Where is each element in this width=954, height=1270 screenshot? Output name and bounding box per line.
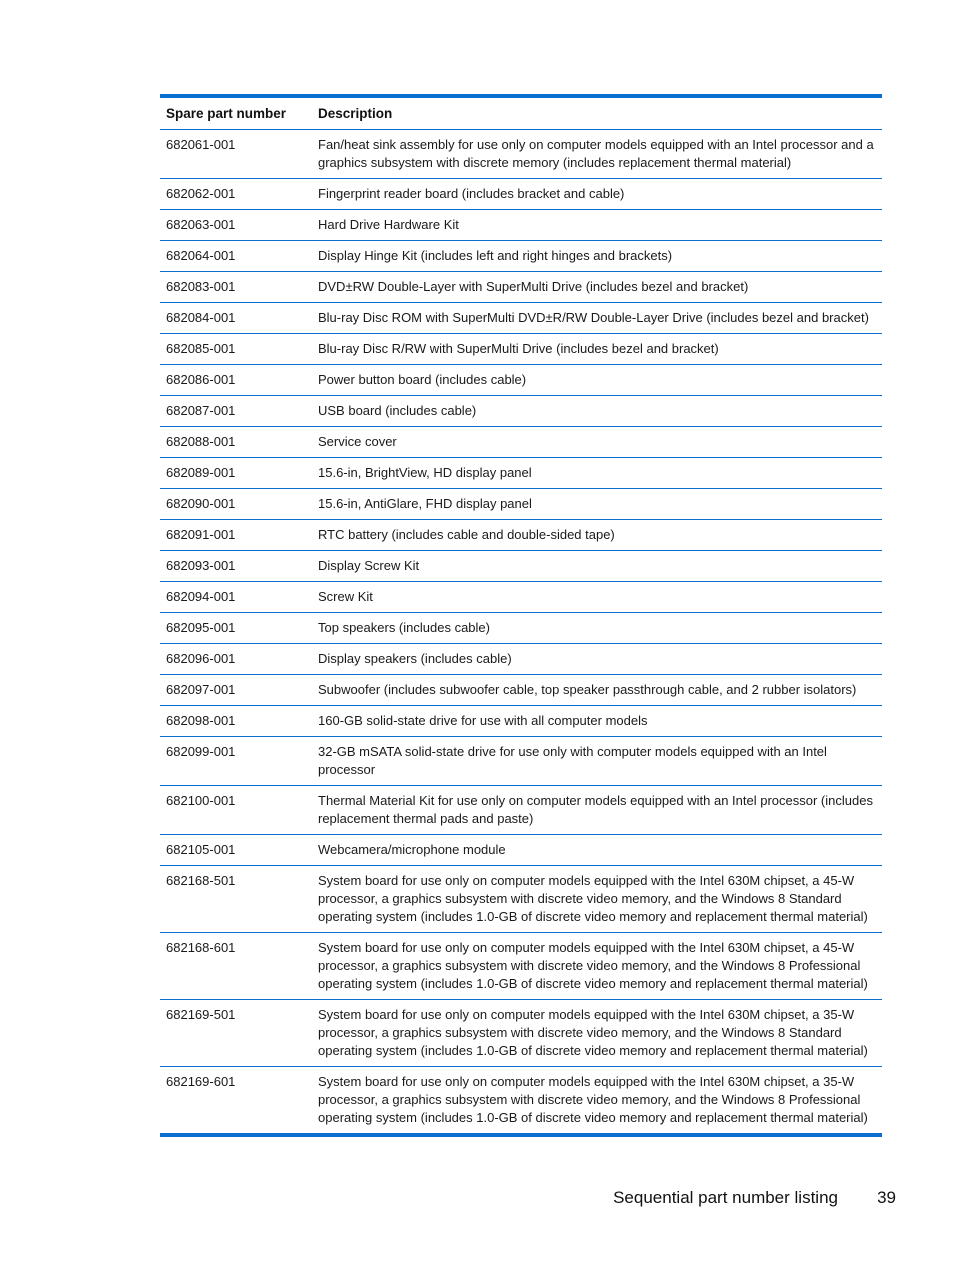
- part-number-cell: 682083-001: [160, 272, 312, 303]
- header-spare-part-number: Spare part number: [160, 98, 312, 130]
- description-cell: System board for use only on computer models equipped with the Intel 630M chipset, a 35-W processor, a graphics subsystem with discrete video memory, and the Windows 8 Standard operating system (includes 1.0-GB of discrete video memory and replacement thermal material): [312, 1000, 882, 1067]
- table-row: [160, 210, 882, 241]
- part-number-cell: 682094-001: [160, 582, 312, 613]
- part-number-cell: 682098-001: [160, 706, 312, 737]
- part-number-cell: 682086-001: [160, 365, 312, 396]
- part-number-cell: 682085-001: [160, 334, 312, 365]
- description-cell: System board for use only on computer models equipped with the Intel 630M chipset, a 35-W processor, a graphics subsystem with discrete video memory, and the Windows 8 Professional operating system (includes 1.0-GB of discrete video memory and replacement thermal material): [318, 1074, 868, 1125]
- table-row: [160, 835, 882, 866]
- table-row: [160, 866, 882, 933]
- description-cell: Blu-ray Disc ROM with SuperMulti DVD±R/RW Double-Layer Drive (includes bezel and bracket): [312, 303, 882, 334]
- description-cell: 32-GB mSATA solid-state drive for use only with computer models equipped with an Intel processor: [312, 737, 882, 786]
- table-body: [160, 130, 882, 1134]
- table-row: [160, 396, 882, 427]
- part-number-cell: 682063-001: [160, 210, 312, 241]
- table-row: [160, 551, 882, 582]
- part-number-cell: 682097-001: [160, 675, 312, 706]
- description-cell: Display speakers (includes cable): [312, 644, 882, 675]
- part-number-cell: 682168-601: [160, 933, 312, 1000]
- table-row: [160, 520, 882, 551]
- part-number-cell: 682061-001: [160, 130, 312, 179]
- description-cell: Fingerprint reader board (includes bracket and cable): [312, 179, 882, 210]
- description-cell: Top speakers (includes cable): [312, 613, 882, 644]
- header-description: Description: [312, 98, 882, 130]
- description-cell: 160-GB solid-state drive for use with all computer models: [312, 706, 882, 737]
- table-row: [160, 272, 882, 303]
- table-row: [160, 130, 882, 179]
- table-row: [160, 737, 882, 786]
- part-number-cell: 682169-501: [160, 1000, 312, 1067]
- table-row: [160, 613, 882, 644]
- part-number-cell: 682091-001: [160, 520, 312, 551]
- part-number-cell: 682100-001: [160, 786, 312, 835]
- spare-parts-table-container: [160, 94, 882, 1137]
- description-cell: Display Hinge Kit (includes left and right hinges and brackets): [312, 241, 882, 272]
- part-number-cell: 682064-001: [160, 241, 312, 272]
- description-cell: Display Screw Kit: [312, 551, 882, 582]
- part-number-cell: 682096-001: [160, 644, 312, 675]
- description-cell: 15.6-in, AntiGlare, FHD display panel: [312, 489, 882, 520]
- description-cell: System board for use only on computer models equipped with the Intel 630M chipset, a 45-W processor, a graphics subsystem with discrete video memory, and the Windows 8 Professional operating system (includes 1.0-GB of discrete video memory and replacement thermal material): [312, 933, 882, 1000]
- description-cell: System board for use only on computer models equipped with the Intel 630M chipset, a 45-W processor, a graphics subsystem with discrete video memory, and the Windows 8 Standard operating system (includes 1.0-GB of discrete video memory and replacement thermal material): [312, 866, 882, 933]
- description-cell: Thermal Material Kit for use only on computer models equipped with an Intel processor (includes replacement thermal pads and paste): [312, 786, 882, 835]
- table-row: [160, 1000, 882, 1067]
- table-row: [160, 179, 882, 210]
- description-cell: RTC battery (includes cable and double-sided tape): [312, 520, 882, 551]
- table-row: [160, 786, 882, 835]
- table-row: [160, 458, 882, 489]
- part-number-cell: 682099-001: [160, 737, 312, 786]
- table-row: [160, 1067, 882, 1134]
- part-number-cell: 682095-001: [160, 613, 312, 644]
- description-cell: USB board (includes cable): [312, 396, 882, 427]
- description-cell: Hard Drive Hardware Kit: [312, 210, 882, 241]
- part-number-cell: 682093-001: [160, 551, 312, 582]
- part-number-cell: 682168-501: [160, 866, 312, 933]
- table-row: [160, 489, 882, 520]
- description-cell: DVD±RW Double-Layer with SuperMulti Drive (includes bezel and bracket): [312, 272, 882, 303]
- table-row: [160, 582, 882, 613]
- spare-parts-table: [160, 98, 882, 1133]
- part-number-cell: 682084-001: [160, 303, 312, 334]
- table-row: [160, 933, 882, 1000]
- description-cell: 15.6-in, BrightView, HD display panel: [312, 458, 882, 489]
- table-row: [160, 241, 882, 272]
- table-row: [160, 706, 882, 737]
- table-row: [160, 644, 882, 675]
- description-cell: Blu-ray Disc R/RW with SuperMulti Drive (includes bezel and bracket): [312, 334, 882, 365]
- table-header-row: [160, 98, 882, 130]
- table-row: [160, 675, 882, 706]
- part-number-cell: 682105-001: [160, 835, 312, 866]
- part-number-cell: 682062-001: [160, 179, 312, 210]
- footer-section-title: Sequential part number listing: [613, 1188, 838, 1207]
- description-cell: Screw Kit: [312, 582, 882, 613]
- description-cell: Fan/heat sink assembly for use only on computer models equipped with an Intel processor and a graphics subsystem with discrete memory (includes replacement thermal material): [312, 130, 882, 179]
- part-number-cell: 682088-001: [160, 427, 312, 458]
- table-row: [160, 303, 882, 334]
- part-number-cell: 682087-001: [160, 396, 312, 427]
- description-cell: Power button board (includes cable): [312, 365, 882, 396]
- table-row: [160, 334, 882, 365]
- description-cell: Webcamera/microphone module: [312, 835, 882, 866]
- table-row: [160, 365, 882, 396]
- part-number-cell: 682089-001: [160, 458, 312, 489]
- part-number-cell: 682169-601: [166, 1074, 236, 1089]
- table-row: [160, 427, 882, 458]
- part-number-cell: 682090-001: [160, 489, 312, 520]
- page-number: 39: [877, 1188, 896, 1207]
- description-cell: Service cover: [312, 427, 882, 458]
- description-cell: Subwoofer (includes subwoofer cable, top speaker passthrough cable, and 2 rubber isolators): [312, 675, 882, 706]
